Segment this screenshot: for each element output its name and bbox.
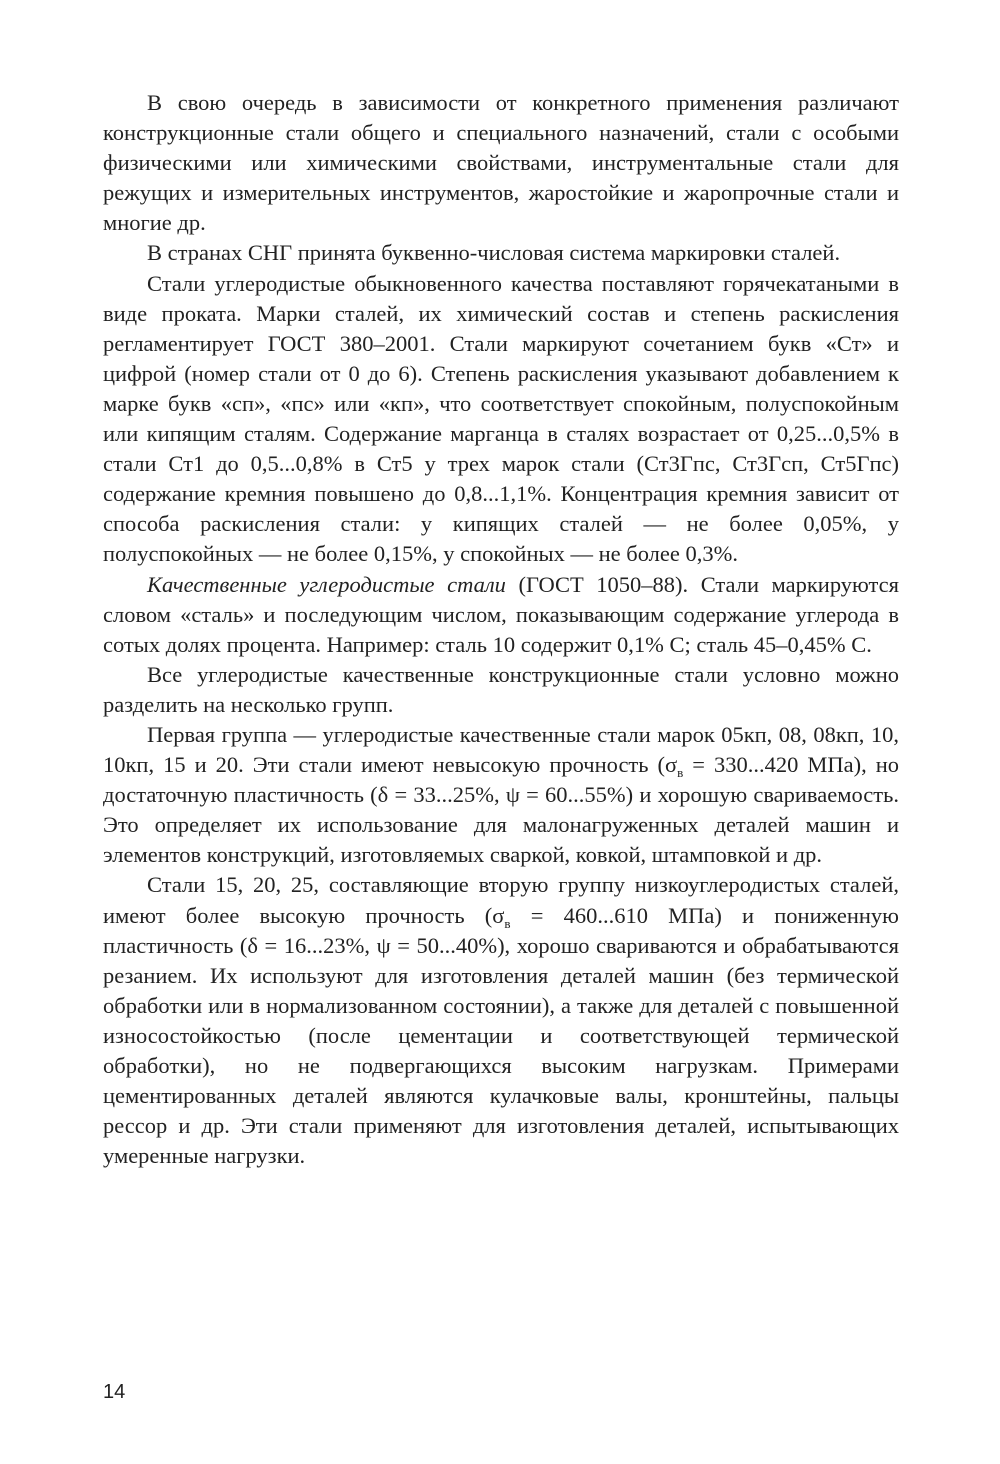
italic-term: Качественные углеродистые стали	[147, 571, 506, 597]
body-text	[103, 88, 899, 1171]
subscript: в	[504, 915, 511, 931]
paragraph-text: Первая группа — углеродистые качественные стали марок 05кп, 08, 08кп, 10, 10кп, 15 и 20. Эти стали имеют невысокую прочность (σ	[103, 721, 899, 778]
paragraph-steel-applications: В свою очередь в зависимости от конкретного применения различают конструкционные стали общего и специального назначений, стали с особыми физическими или химическими свойствами, инструментальные стали для режущих и измерительных инструментов, жаростойкие и жаропрочные стали и многие др.	[103, 90, 899, 236]
paragraph-ordinary-quality-steels: Стали углеродистые обыкновенного качества поставляют горячекатаными в виде проката. Марки сталей, их химический состав и степень раскисления регламентирует ГОСТ 380–2001. Стали маркируют сочетанием букв «Ст» и цифрой (номер стали от 0 до 6). Степень раскисления указывают добавлением к марке букв «сп», «пс» или «кп», что соответствует спокойным, полуспокойным или кипящим сталям. Содержание марганца в сталях возрастает от 0,25...0,5% в стали Ст1 до 0,5...0,8% в Ст5 у трех марок стали (Ст3Гпс, Ст3Гсп, Ст5Гпс) содержание кремния повышено до 0,8...1,1%. Концентрация кремния зависит от способа раскисления стали: у кипящих сталей — не более 0,05%, у полуспокойных — не более 0,15%, у спокойных — не более 0,3%.	[103, 270, 899, 567]
paragraph-marking-system: В странах СНГ принята буквенно-числовая система маркировки сталей.	[147, 240, 841, 266]
paragraph-text: Стали 15, 20, 25, составляющие вторую группу низкоуглеродистых сталей, имеют более высокую прочность (σ	[103, 872, 899, 928]
paragraph-text: = 330...420 МПа), но достаточную пластичность (δ = 33...25%, ψ = 60...55%) и хорошую свариваемость. Это определяет их использование для малонагруженных деталей машин и элементов конструкций, изготовляемых сваркой, ковкой, штамповкой и др.	[103, 752, 900, 868]
paragraph-first-group	[103, 720, 899, 870]
paragraph-second-group	[103, 870, 899, 1171]
paragraph-text: (ГОСТ 1050–88). Стали маркируются словом «сталь» и последующим числом, показывающим содержание углерода в сотых долях процента. Например: сталь 10 содержит 0,1% С; сталь 45–0,45% С.	[103, 571, 899, 657]
paragraph-quality-carbon-steels	[103, 570, 899, 660]
paragraph-groups-intro: Все углеродистые качественные конструкционные стали условно можно разделить на несколько групп.	[103, 661, 899, 717]
subscript: в	[677, 765, 684, 781]
page-number: 14	[103, 1381, 126, 1403]
paragraph-text: = 460...610 МПа) и пониженную пластичность (δ = 16...23%, ψ = 50...40%), хорошо свариваются и обрабатываются резанием. Их используют для изготовления деталей машин (без термической обработки или в нормализованном состоянии), а также для деталей с повышенной износостойкостью (после цементации и соответствующей термической обработки), но не подвергающихся высоким нагрузкам. Примерами цементированных деталей являются кулачковые валы, кронштейны, пальцы рессор и др. Эти стали применяют для изготовления деталей, испытывающих умеренные нагрузки.	[103, 902, 899, 1169]
